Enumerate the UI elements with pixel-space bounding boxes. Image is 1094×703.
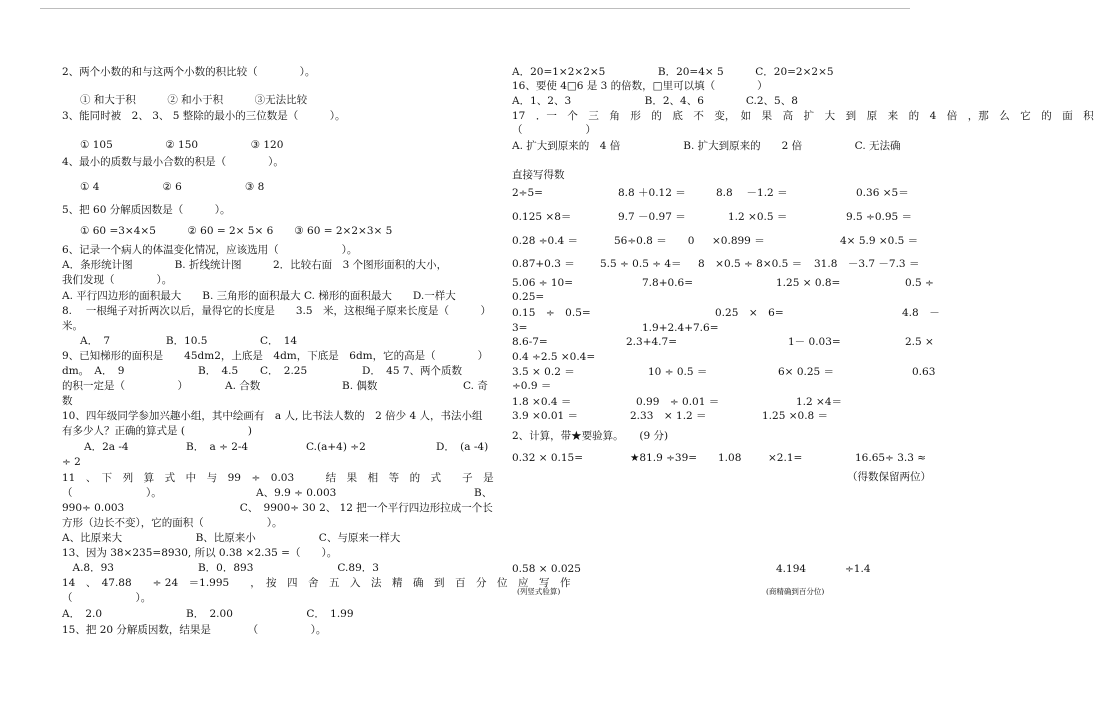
question-10-option-b: B． a ÷ 2-4 <box>186 441 249 453</box>
oral-item-cont: 3= <box>512 322 528 334</box>
oral-item: 1.8 ×0.4 ＝ <box>512 396 572 408</box>
question-7-option-c-cont: 数 <box>62 395 73 407</box>
question-5-options: ① 60 =3×4×5 ② 60 = 2× 5× 6 ③ 60 = 2×2×3× 5 <box>80 225 393 237</box>
oral-item: 3.9 ×0.01 ＝ <box>512 410 579 422</box>
oral-item: 10 ÷ 0.5 ＝ <box>648 366 708 378</box>
question-2-options: ① 和大于积 ② 和小于积 ③无法比较 <box>80 94 308 106</box>
oral-item: 31.8 －3.7 －7.3 ＝ <box>814 258 920 270</box>
top-rule <box>40 8 910 9</box>
question-8-options: A． 7 B．10.5 C． 14 <box>80 335 298 347</box>
oral-item: 1.25 ×0.8 ＝ <box>762 410 829 422</box>
calc-note-precision: (商精确到百分位) <box>766 587 825 596</box>
question-14: 14 、 47.88 ÷ 24 ＝1.995 ， 按 四 舍 五 入 法 精 确 到 百 分 位 应 写 作 <box>62 577 571 589</box>
oral-item: 9.7 －0.97 ＝ <box>618 211 686 223</box>
question-9-option-b: B． 4.5 <box>198 365 239 377</box>
question-12-options: A、比原来大 B、比原来小 C、与原来一样大 <box>62 532 401 544</box>
oral-item: 2.5 × <box>905 336 934 348</box>
question-10-cont: 有多少人？正确的算式是 ( ) <box>62 425 253 437</box>
question-11-option-a: A、9.9 ÷ 0.003 <box>256 487 337 499</box>
oral-item: 7.8+0.6= <box>642 277 693 289</box>
oral-item: 9.5 ÷0.95 ＝ <box>846 211 913 223</box>
oral-item: 3.5 × 0.2 ＝ <box>512 366 575 378</box>
calc-item: ×2.1= <box>768 452 803 464</box>
question-13: 13、因为 38×235=8930, 所以 0.38 ×2.35 =（ ）。 <box>62 547 338 559</box>
oral-item: 0.5 ÷ <box>905 277 934 289</box>
oral-item: 5.06 ÷ 10= <box>512 277 574 289</box>
calc-item: 0.58 × 0.025 <box>512 563 581 575</box>
oral-item: 1－ 0.03= <box>788 336 841 348</box>
question-area-compare: 我们发现（ ）。 <box>62 274 173 286</box>
oral-item-cont: ÷0.9 ＝ <box>512 380 552 392</box>
oral-item: 1.25 × 0.8= <box>776 277 841 289</box>
oral-item: 1.9+2.4+7.6= <box>642 322 719 334</box>
oral-item: 0.28 ÷0.4 ＝ <box>512 235 579 247</box>
oral-item: 4× 5.9 ×0.5 ＝ <box>840 235 919 247</box>
oral-item: 2÷5= <box>512 187 543 199</box>
oral-item: 0.99 ÷ 0.01 ＝ <box>636 396 720 408</box>
calc-note: （得数保留两位） <box>847 471 931 483</box>
question-17-blank: （ ） <box>512 124 596 136</box>
question-10-option-a: A．2a -4 <box>84 441 129 453</box>
question-9-option-d: D． 45 7、两个质数 <box>362 365 463 377</box>
question-10-option-d: D． (a -4) <box>436 441 489 453</box>
question-12-cont: 方形（边长不变），它的面积（ ）。 <box>62 517 283 529</box>
oral-item: 0.15 ÷ 0.5= <box>512 307 591 319</box>
calc-item: 4.194 <box>776 563 807 575</box>
question-9-option-c: C． 2.25 <box>260 365 308 377</box>
question-6-options: A．条形统计图 B. 折线统计图 2．比较右面 3 个图形面积的大小， <box>62 259 448 271</box>
question-8: 8. 一根绳子对折两次以后，量得它的长度是 3.5 米，这根绳子原来长度是（ ） <box>62 305 492 317</box>
question-6: 6、记录一个病人的体温变化情况，应该选用（ ）。 <box>62 244 358 256</box>
question-9: 9、已知梯形的面积是 45dm2，上底是 4dm，下底是 6dm，它的高是（ ） <box>62 350 489 362</box>
calc-item: 0.32 × 0.15= <box>512 452 584 464</box>
oral-item: 0.25 × 6= <box>715 307 784 319</box>
question-14-options: A． 2.0 B． 2.00 C． 1.99 <box>62 608 354 620</box>
question-17-options: A. 扩大到原来的 4 倍 B. 扩大到原来的 2 倍 C. 无法确 <box>512 140 901 152</box>
question-7-text: 的积一定是（ ） <box>62 380 188 392</box>
oral-item: 0.63 <box>912 366 936 378</box>
question-3: 3、能同时被 2、 3、 5 整除的最小的三位数是（ ）。 <box>62 110 346 122</box>
question-11-blank: （ ）。 <box>62 487 162 499</box>
oral-item: 4.8 － <box>902 307 940 319</box>
question-4: 4、最小的质数与最小合数的积是（ ）。 <box>62 156 284 168</box>
calc-item: 16.65÷ 3.3 ≈ <box>855 452 927 464</box>
oral-item: 8.6-7= <box>512 336 548 348</box>
question-9-option-a: dm。 A． 9 <box>62 365 125 377</box>
question-14-blank: （ ）。 <box>62 592 152 604</box>
question-17: 17 ．一 个 三 角 形 的 底 不 变， 如 果 高 扩 大 到 原 来 的 4 倍 ，那 么 它 的 面 积 <box>512 110 1094 122</box>
question-4-options: ① 4 ② 6 ③ 8 <box>80 181 265 193</box>
question-area-options: A. 平行四边形的面积最大 B. 三角形的面积最大 C. 梯形的面积最大 D.一样大 <box>62 290 456 302</box>
oral-item: 8.8 －1.2 ＝ <box>716 187 788 199</box>
oral-item: 1.2 ×0.5 ＝ <box>728 211 788 223</box>
question-8-unit: 米。 <box>62 320 83 332</box>
oral-item: 0.125 ×8＝ <box>512 211 572 223</box>
oral-item: 6× 0.25 ＝ <box>778 366 835 378</box>
oral-item: ×0.899 ＝ <box>712 235 765 247</box>
calc-item: ÷1.4 <box>845 563 871 575</box>
oral-item: 0.87+0.3 ＝ <box>512 258 575 270</box>
oral-item: 2.3+4.7= <box>626 336 677 348</box>
question-15-options: A．20=1×2×2×5 B．20=4× 5 C．20=2×2×5 <box>512 66 834 78</box>
question-16-options: A．1、2、3 B．2、4、6 C.2、5、8 <box>512 95 798 107</box>
question-7-option-b: B. 偶数 <box>342 380 378 392</box>
question-13-options: A.8．93 B．0．893 C.89．3 <box>62 562 379 574</box>
oral-item-cont: 0.25= <box>512 291 545 303</box>
calc-item: ★81.9 ÷39= <box>630 452 698 464</box>
question-7-option-c: C. 奇 <box>463 380 488 392</box>
oral-item: 5.5 ÷ 0.5 ÷ 4＝ <box>600 258 682 270</box>
question-10-option-d-cont: ÷ 2 <box>62 456 81 468</box>
oral-item: 56÷0.8 ＝ 0 <box>614 235 695 247</box>
question-10-option-c: C.(a+4) ÷2 <box>306 441 366 453</box>
question-11-option-b: B、 <box>474 487 493 499</box>
oral-item: 0.4 ÷2.5 ×0.4= <box>512 351 596 363</box>
question-2: 2、两个小数的和与这两个小数的积比较（ ）。 <box>62 66 316 78</box>
question-16: 16、要使 4□6 是 3 的倍数，□里可以填（ ） <box>512 80 768 92</box>
calc-section-title: 2、计算，带★要验算。 (9 分) <box>512 430 669 442</box>
oral-item: 8.8 ＋0.12 ＝ <box>618 187 686 199</box>
question-5: 5、把 60 分解质因数是（ ）。 <box>62 204 231 216</box>
question-3-options: ① 105 ② 150 ③ 120 <box>80 139 284 151</box>
question-11-option-c: 990÷ 0.003 C、 9900÷ 30 2、 12 把一个平行四边形拉成一个长 <box>62 502 493 514</box>
oral-calc-title: 直接写得数 <box>512 169 565 181</box>
oral-item: 2.33 × 1.2 ＝ <box>630 410 707 422</box>
question-10: 10、四年级同学参加兴趣小组，其中绘画有 a 人, 比书法人数的 2 倍少 4 人，书法小组 <box>62 410 483 422</box>
calc-note-vertical: (列竖式验算) <box>517 587 561 596</box>
oral-item: 0.36 ×5＝ <box>856 187 909 199</box>
question-11: 11 、 下 列 算 式 中 与 99 ÷ 0.03 结 果 相 等 的 式 子 是 <box>62 472 494 484</box>
question-15: 15、把 20 分解质因数，结果是 （ ）。 <box>62 624 327 636</box>
oral-item: 1.2 ×4＝ <box>796 396 843 408</box>
question-7-option-a: A. 合数 <box>225 380 261 392</box>
oral-item: 8 ×0.5 ÷ 8×0.5 ＝ <box>698 258 803 270</box>
calc-item: 1.08 <box>718 452 742 464</box>
